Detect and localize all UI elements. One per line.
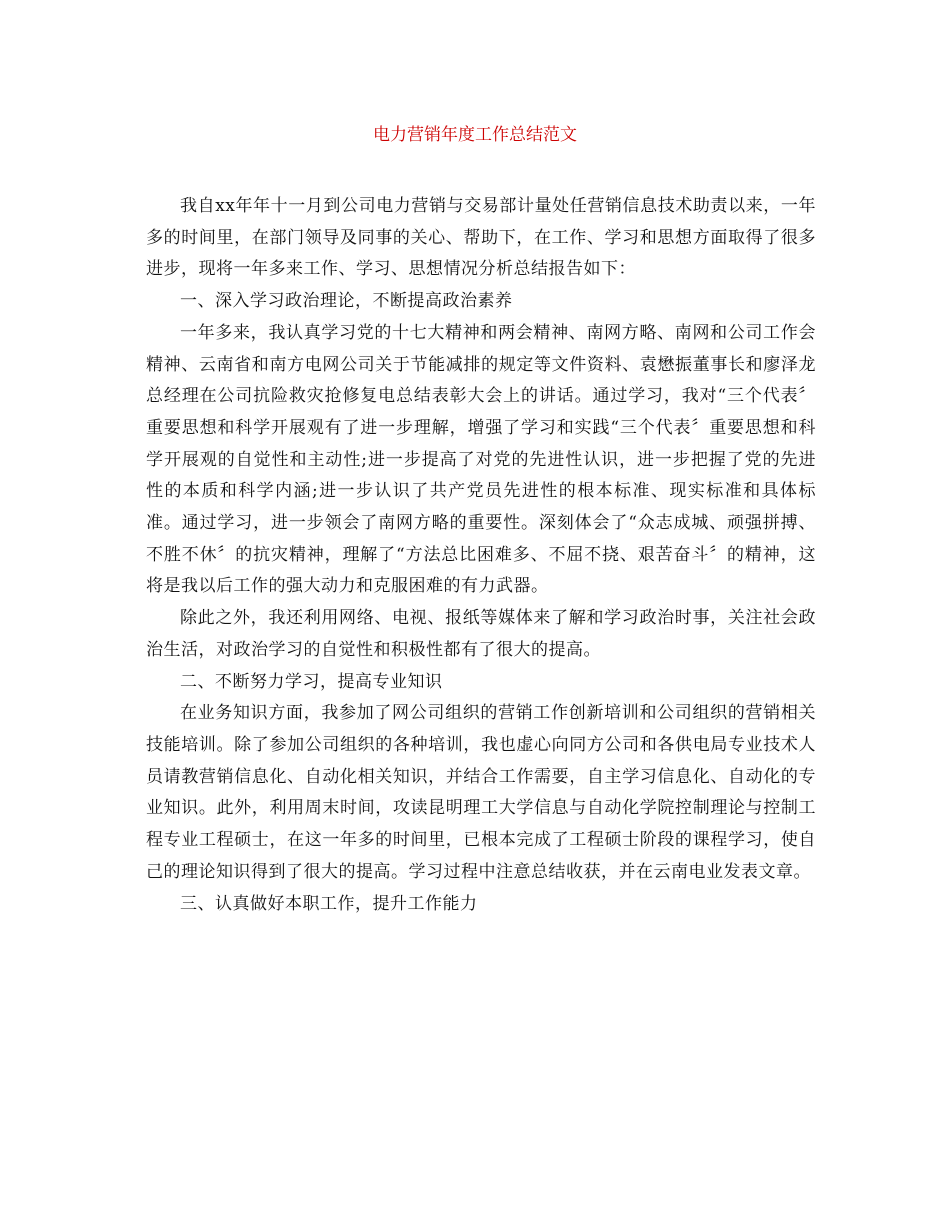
section-heading-1: 一、深入学习政治理论，不断提高政治素养: [180, 291, 513, 312]
section-heading-3: 三、认真做好本职工作，提升工作能力: [180, 894, 478, 915]
paragraph-professional-study: 在业务知识方面，我参加了网公司组织的营销工作创新培训和公司组织的营销相关技能培训。除了参加公司组织的各种培训，我也虚心向同方公司和各供电局专业技术人员请教营销信息化、自动化相关知识，并结合工作需要，自主学习信息化、自动化的专业知识。此外，利用周末时间，攻读昆明理工大学信息与自动化学院控制理论与控制工程专业工程硕士，在这一年多的时间里，已根本完成了工程硕士阶段的课程学习，使自己的理论知识得到了很大的提高。学习过程中注意总结收获，并在云南电业发表文章。: [146, 703, 816, 882]
paragraph-media-study: 除此之外，我还利用网络、电视、报纸等媒体来了解和学习政治时事，关注社会政治生活，对政治学习的自觉性和积极性都有了很大的提高。: [146, 608, 816, 660]
document-title: 电力营销年度工作总结范文: [373, 125, 577, 145]
document-body: [146, 191, 816, 921]
section-heading-2: 二、不断努力学习，提高专业知识: [180, 671, 443, 692]
paragraph-intro: 我自xx年年十一月到公司电力营销与交易部计量处任营销信息技术助责以来，一年多的时间里，在部门领导及同事的关心、帮助下，在工作、学习和思想方面取得了很多进步，现将一年多来工作、学习、思想情况分析总结报告如下：: [146, 196, 816, 280]
paragraph-political-study: 一年多来，我认真学习党的十七大精神和两会精神、南网方略、南网和公司工作会精神、云南省和南方电网公司关于节能减排的规定等文件资料、袁懋振董事长和廖泽龙总经理在公司抗险救灾抢修复电总结表彰大会上的讲话。通过学习，我对“三个代表〞重要思想和科学开展观有了进一步理解，增强了学习和实践“三个代表〞重要思想和科学开展观的自觉性和主动性;进一步提高了对党的先进性认识，进一步把握了党的先进性的本质和科学内涵;进一步认识了共产党员先进性的根本标准、现实标准和具体标准。通过学习，进一步领会了南网方略的重要性。深刻体会了“众志成城、顽强拼搏、不胜不休〞的抗灾精神，理解了“方法总比困难多、不屈不挠、艰苦奋斗〞的精神，这将是我以后工作的强大动力和克服困难的有力武器。: [146, 322, 816, 597]
